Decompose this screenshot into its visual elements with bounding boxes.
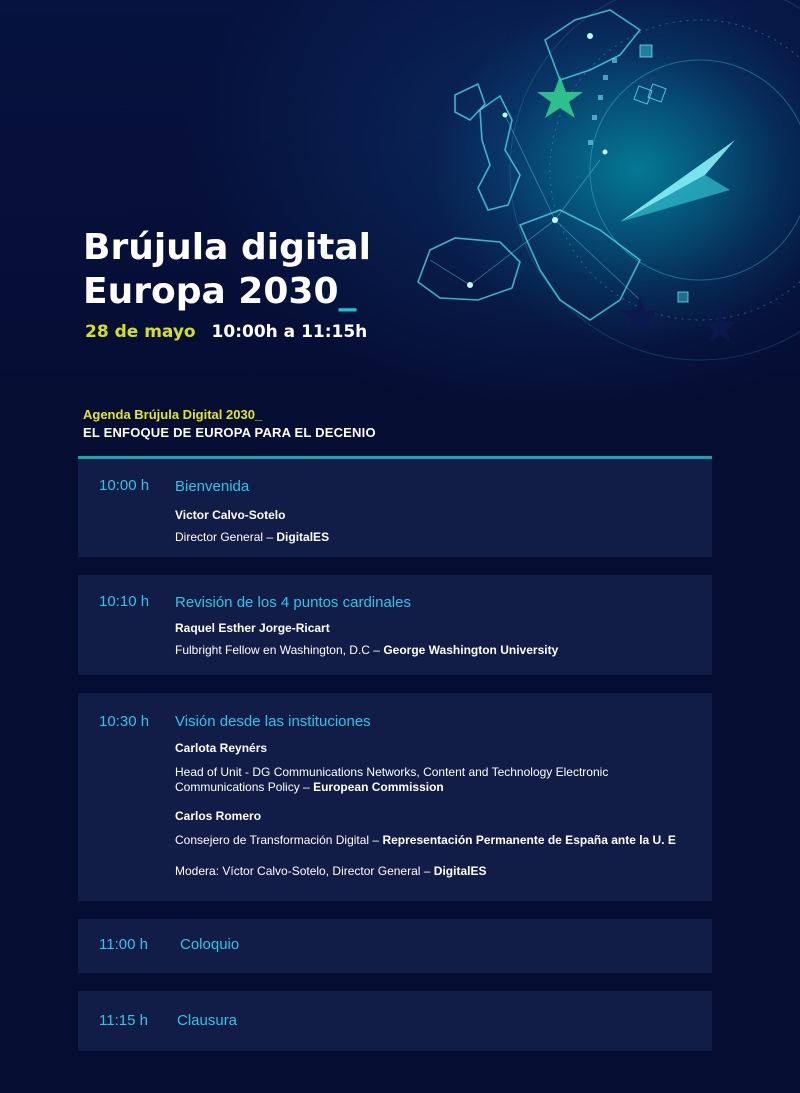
event-title xyxy=(83,226,371,314)
slot-time: 11:00 h xyxy=(99,936,148,953)
agenda-slot-coloquio xyxy=(78,919,712,973)
event-date: 28 de mayo xyxy=(85,322,196,342)
star-icon xyxy=(620,295,660,334)
slot-time: 10:30 h xyxy=(99,713,150,730)
slot-title: Bienvenida xyxy=(175,478,250,495)
agenda-header xyxy=(83,407,376,441)
slot-time: 11:15 h xyxy=(99,1012,148,1029)
agenda-subtitle: EL ENFOQUE DE EUROPA PARA EL DECENIO xyxy=(83,425,376,440)
agenda-slot-instituciones xyxy=(78,693,712,901)
slot-time: 10:10 h xyxy=(99,593,150,610)
star-icon xyxy=(537,76,583,118)
speaker-org: George Washington University xyxy=(383,643,559,657)
speaker-org: DigitalES xyxy=(276,530,330,544)
event-time: 10:00h a 11:15h xyxy=(211,322,368,342)
title-cursor: _ xyxy=(338,271,357,312)
star-icon xyxy=(703,310,737,342)
agenda-slot-revision xyxy=(78,575,712,675)
speaker-name: Raquel Esther Jorge-Ricart xyxy=(175,621,330,635)
agenda-slot-bienvenida xyxy=(78,459,712,557)
event-title-line-1: Brújula digital xyxy=(83,227,372,268)
slot-title: Revisión de los 4 puntos cardinales xyxy=(175,594,411,611)
moderator: Modera: Víctor Calvo-Sotelo, Director General – DigitalES xyxy=(175,864,487,878)
speaker-role: Head of Unit - DG Communications Networks, Content and Technology Electronic Communications Policy – European Commission xyxy=(175,765,609,794)
slot-title: Visión desde las instituciones xyxy=(175,713,371,730)
moderator-org: DigitalES xyxy=(433,864,487,878)
speaker-role: Fulbright Fellow en Washington, D.C – George Washington University xyxy=(175,643,559,657)
speaker-role: Director General – DigitalES xyxy=(175,530,330,544)
speaker-org: European Commission xyxy=(313,780,444,794)
speaker-name: Carlota Reynérs xyxy=(175,741,268,755)
speaker-role: Consejero de Transformación Digital – Representación Permanente de España ante la U. E xyxy=(175,833,676,847)
compass-needle-icon xyxy=(620,140,735,222)
speaker-name: Victor Calvo-Sotelo xyxy=(175,508,286,522)
speaker-org: Representación Permanente de España ante la U. E xyxy=(382,833,676,847)
slot-title: Coloquio xyxy=(180,936,240,953)
speaker-name: Carlos Romero xyxy=(175,809,262,823)
slot-time: 10:00 h xyxy=(99,477,150,494)
agenda-slot-clausura xyxy=(78,991,712,1051)
slot-title: Clausura xyxy=(177,1012,238,1029)
hero-banner xyxy=(0,0,800,400)
event-title-line-2: Europa 2030 xyxy=(83,271,339,312)
agenda-title: Agenda Brújula Digital 2030_ xyxy=(83,407,263,422)
event-datetime xyxy=(85,322,367,342)
